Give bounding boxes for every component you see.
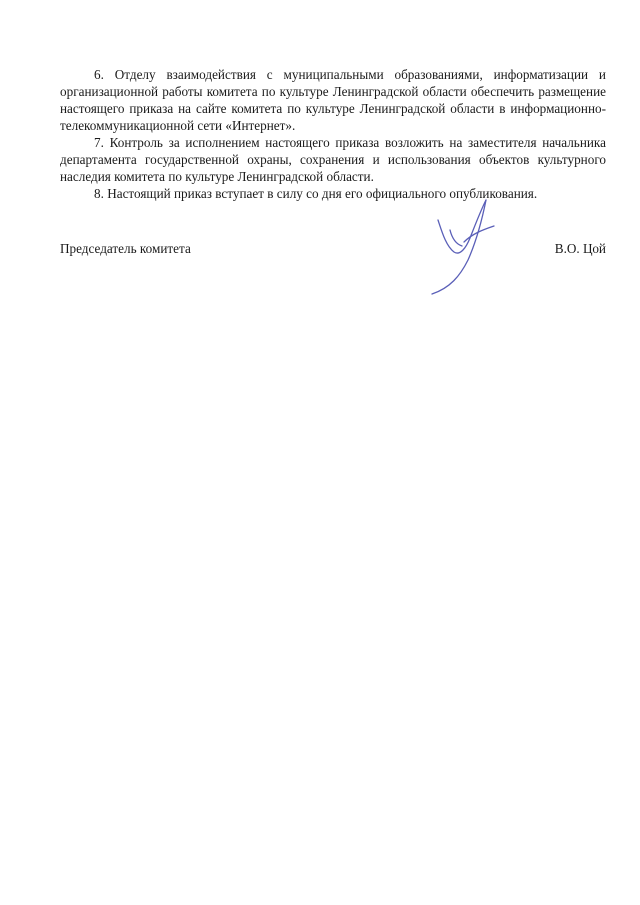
document-body [60,66,606,202]
signer-title: Председатель комитета [60,241,191,256]
signer-name: В.О. Цой [554,241,606,256]
signature-block [60,240,606,260]
paragraph-8: 8. Настоящий приказ вступает в силу со дня его официального опубликования. [94,186,538,201]
paragraph-6: 6. Отделу взаимодействия с муниципальными образованиями, информатизации и организационной работы комитета по культуре Ленинградской области обеспечить размещение настоящего приказа на сайте комитета по культуре Ленинградской области в информационно-телекоммуникационной сети «Интернет». [60,67,606,133]
paragraph-7: 7. Контроль за исполнением настоящего приказа возложить на заместителя начальника департамента государственной охраны, сохранения и использования объектов культурного наследия комитета по культуре Ленинградской области. [60,135,606,184]
